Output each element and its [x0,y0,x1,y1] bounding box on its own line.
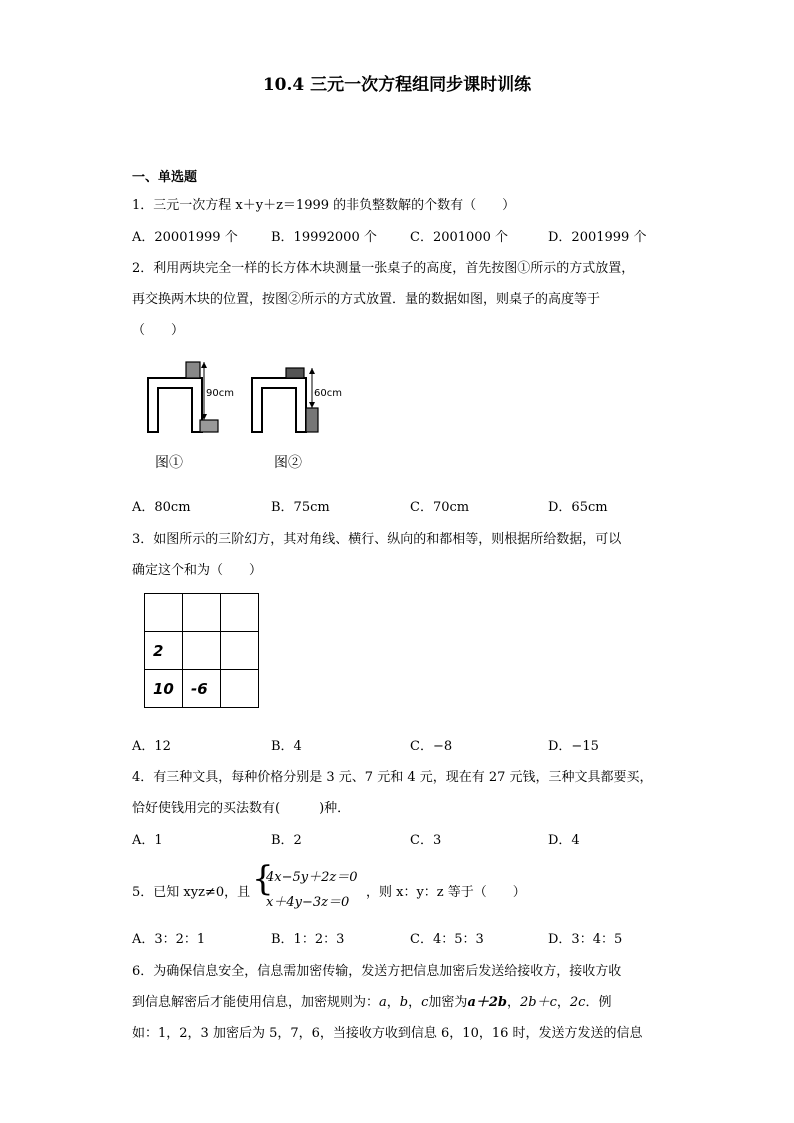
grid-cell [183,594,221,632]
q4-option-d: D．4 [548,833,580,848]
section-heading: 一、单选题 [132,170,198,185]
question-2-line-3: （ ） [132,323,185,338]
question-4-line-2: 恰好使钱用完的买法数有( )种． [132,801,351,816]
var-c: c [421,995,429,1010]
question-2-line-1: 2．利用两块完全一样的长方体木块测量一张桌子的高度，首先按图①所示的方式放置， [132,261,635,276]
q4-option-a: A．1 [132,833,163,848]
var-a: a [379,995,387,1010]
q2-option-c: C．70cm [410,500,470,515]
question-4-line-1: 4．有三种文具，每种价格分别是 3 元、7 元和 4 元，现在有 27 元钱，三种文具都要买， [132,770,653,785]
grid-cell: 10 [145,670,183,708]
expr-a-2b: a＋2b [467,995,507,1010]
q5-option-b: B．1：2：3 [271,932,345,947]
grid-cell: -6 [183,670,221,708]
expr-2b-c: 2b＋c [520,995,557,1010]
separator: ， [556,995,570,1010]
question-6-line-2 [132,991,611,1010]
separator: ， [386,995,400,1010]
question-5-suffix: ，则 x：y：z 等于（ ） [366,885,526,900]
q1-option-a: A．20001999 个 [132,230,238,245]
question-6-line-3: 如：1，2，3 加密后为 5，7，6，当接收方收到信息 6，10，16 时，发送方发送的信息 [132,1026,643,1041]
separator: ， [507,995,521,1010]
grid-cell [183,632,221,670]
grid-cell [221,632,259,670]
q1-option-c: C．2001000 个 [410,230,508,245]
figure-2-label: 图② [274,455,302,471]
figure-2-measure: 60cm [314,388,342,399]
grid-cell: 2 [145,632,183,670]
equation-1: 4x−5y＋2z＝0 [266,870,358,885]
question-5-prefix: 5．已知 xyz≠0，且 [132,885,251,900]
q6-rule-mid: 加密为 [428,995,468,1010]
q1-option-b: B．19992000 个 [271,230,377,245]
page-title: 10.4 三元一次方程组同步课时训练 [262,75,532,95]
q3-option-c: C．−8 [410,739,453,754]
q6-rule-end: ．例 [585,995,612,1010]
equation-system-brace: { [252,859,274,899]
q2-option-d: D．65cm [548,500,608,515]
table-figure-2 [246,364,346,436]
question-3-line-2: 确定这个和为（ ） [132,563,263,578]
grid-cell [221,594,259,632]
equation-2: x＋4y−3z＝0 [266,895,350,910]
q6-rule-intro: 到信息解密后才能使用信息，加密规则为： [132,995,380,1010]
question-6-line-1: 6．为确保信息安全，信息需加密传输，发送方把信息加密后发送给接收方，接收方收 [132,964,622,979]
figure-1-label: 图① [155,455,183,471]
q4-option-c: C．3 [410,833,442,848]
q3-option-a: A．12 [132,739,171,754]
q3-option-d: D．−15 [548,739,599,754]
q5-option-d: D．3：4：5 [548,932,623,947]
question-3-line-1: 3．如图所示的三阶幻方，其对角线、横行、纵向的和都相等，则根据所给数据，可以 [132,532,622,547]
magic-square-grid [144,593,259,708]
question-2-line-2: 再交换两木块的位置，按图②所示的方式放置．量的数据如图，则桌子的高度等于 [132,292,601,307]
q5-option-a: A．3：2：1 [132,932,206,947]
q4-option-b: B．2 [271,833,302,848]
q2-option-b: B．75cm [271,500,330,515]
q1-option-d: D．2001999 个 [548,230,647,245]
separator: ， [408,995,422,1010]
grid-cell [145,594,183,632]
figure-1-measure: 90cm [206,388,234,399]
grid-cell [221,670,259,708]
q2-option-a: A．80cm [132,500,191,515]
question-1-stem: 1．三元一次方程 x＋y＋z＝1999 的非负整数解的个数有（ ） [132,198,516,213]
var-b: b [399,995,409,1010]
expr-2c: 2c [569,995,586,1010]
q5-option-c: C．4：5：3 [410,932,484,947]
q3-option-b: B．4 [271,739,302,754]
